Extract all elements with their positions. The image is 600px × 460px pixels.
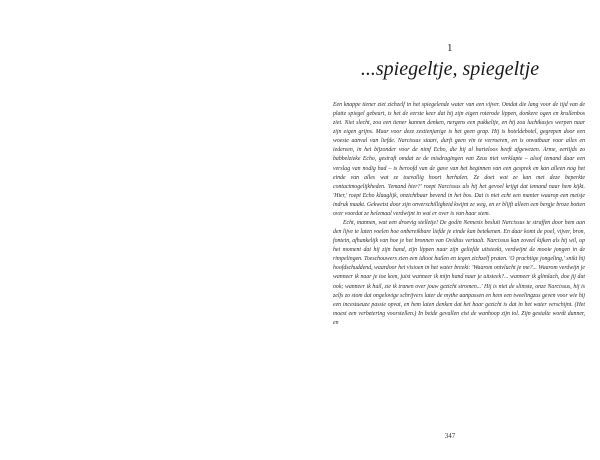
chapter-title: ...spiegeltje, spiegeltje — [360, 58, 540, 80]
page-number: 347 — [444, 432, 456, 440]
paragraph-1: Een knappe tiener ziet zichzelf in het spiegelende water van een vijver. Omdat die lang voor de tijd van de platte spiegel gebeurt, is het de eerste keer dat hij zijn eigen roterode lippen, donkere ogen en krullenbos ziet. Niet slecht, zou een tiener kunnen denken, nergens een pukkeltje, en hij zou luchtkusjes werpen naar zijn eigen grijns. Maar voor deze zestienjarige is het geen grap. Hij is hoteldebotel, gegrepen door een woeste aanval van liefde. Narcissus staart, durft geen vin te verroeren, en is onvatbaar voor alles en iedereen, in het bijzonder voor de nimf Echo, die hij al harteloos heeft afgewezen. Arme, eertijds zo babbelzieke Echo, gestraft omdat ze de misdragingen van Zeus niet verklapte – alsof iemand daar een verslag van nodig had – is beroofd van de gave van het beginnen van een gesprek en kan alleen nog het einde van alles wat ze toevallig hoort herhalen. Ze doet wat ze kan met deze beperkte contactmogelijkheden. 'Iemand hier?' roept Narcissus als hij het gevoel krijgt dat iemand naar hem kijkt. 'Hier,' roept Echo klaaglijk, onzichtbaar bevend in het bos. Dat is niet echt een manier waarop een meisje indruk maakt. Gekwetst door zijn onverschilligheid kwijnt ze weg, en er blijft alleen een bergje broze botten over voordat ze helemaal verdwijnt in wat er over is van haar stem. — [333, 102, 585, 217]
chapter-number: 1 — [447, 42, 453, 54]
paragraph-2: Echt, mannen, wat een droevig stelletje! De godin Nemesis besluit Narcissus te straffen door hem aan den lijve te laten voelen hoe onbereikbare liefde je einde kan betekenen. En daar komt de poel, vijver, bron, fontein, afhankelijk van hoe je het bronnen van Ovidius vertaalt. Narcissus kan zoveel kijken als hij wil, op het moment dat hij zijn hand, zijn lippen naar zijn geliefde uitsteekt, verdwijnt de mooie jongen in de rimpelingen. Toeschouwers zien een idioot huilen en tegen zichzelf praten. 'O prachtige jongeling,' snikt hij hoofdschuddend, waardoor het visioen in het water breekt: 'Waarom ontvlucht je me?... Waarom verdwijn je wanneer ik naar je toe kom, juist wanneer ik mijn hand naar je uitsteek?... wanneer ik glimlach, doe jij dat ook; wanneer ik huil, zie ik tranen over jouw gezicht stromen...' Hij is niet de slimste, onze Narcissus, hij is zelfs zo stom dat ongelovige schrijvers later de mythe aanpassen en hem een tweelingzus geven voor wie hij een incestueuze passie opvat, en hem laten denken dat het haar gezicht is dat in het water verschijnt. (Het moest een verbetering voorstellen.) In beide gevallen eist de wanhoop zijn tol. Zijn gestalte wordt dunner, en — [333, 220, 585, 326]
chapter-body — [333, 101, 585, 328]
